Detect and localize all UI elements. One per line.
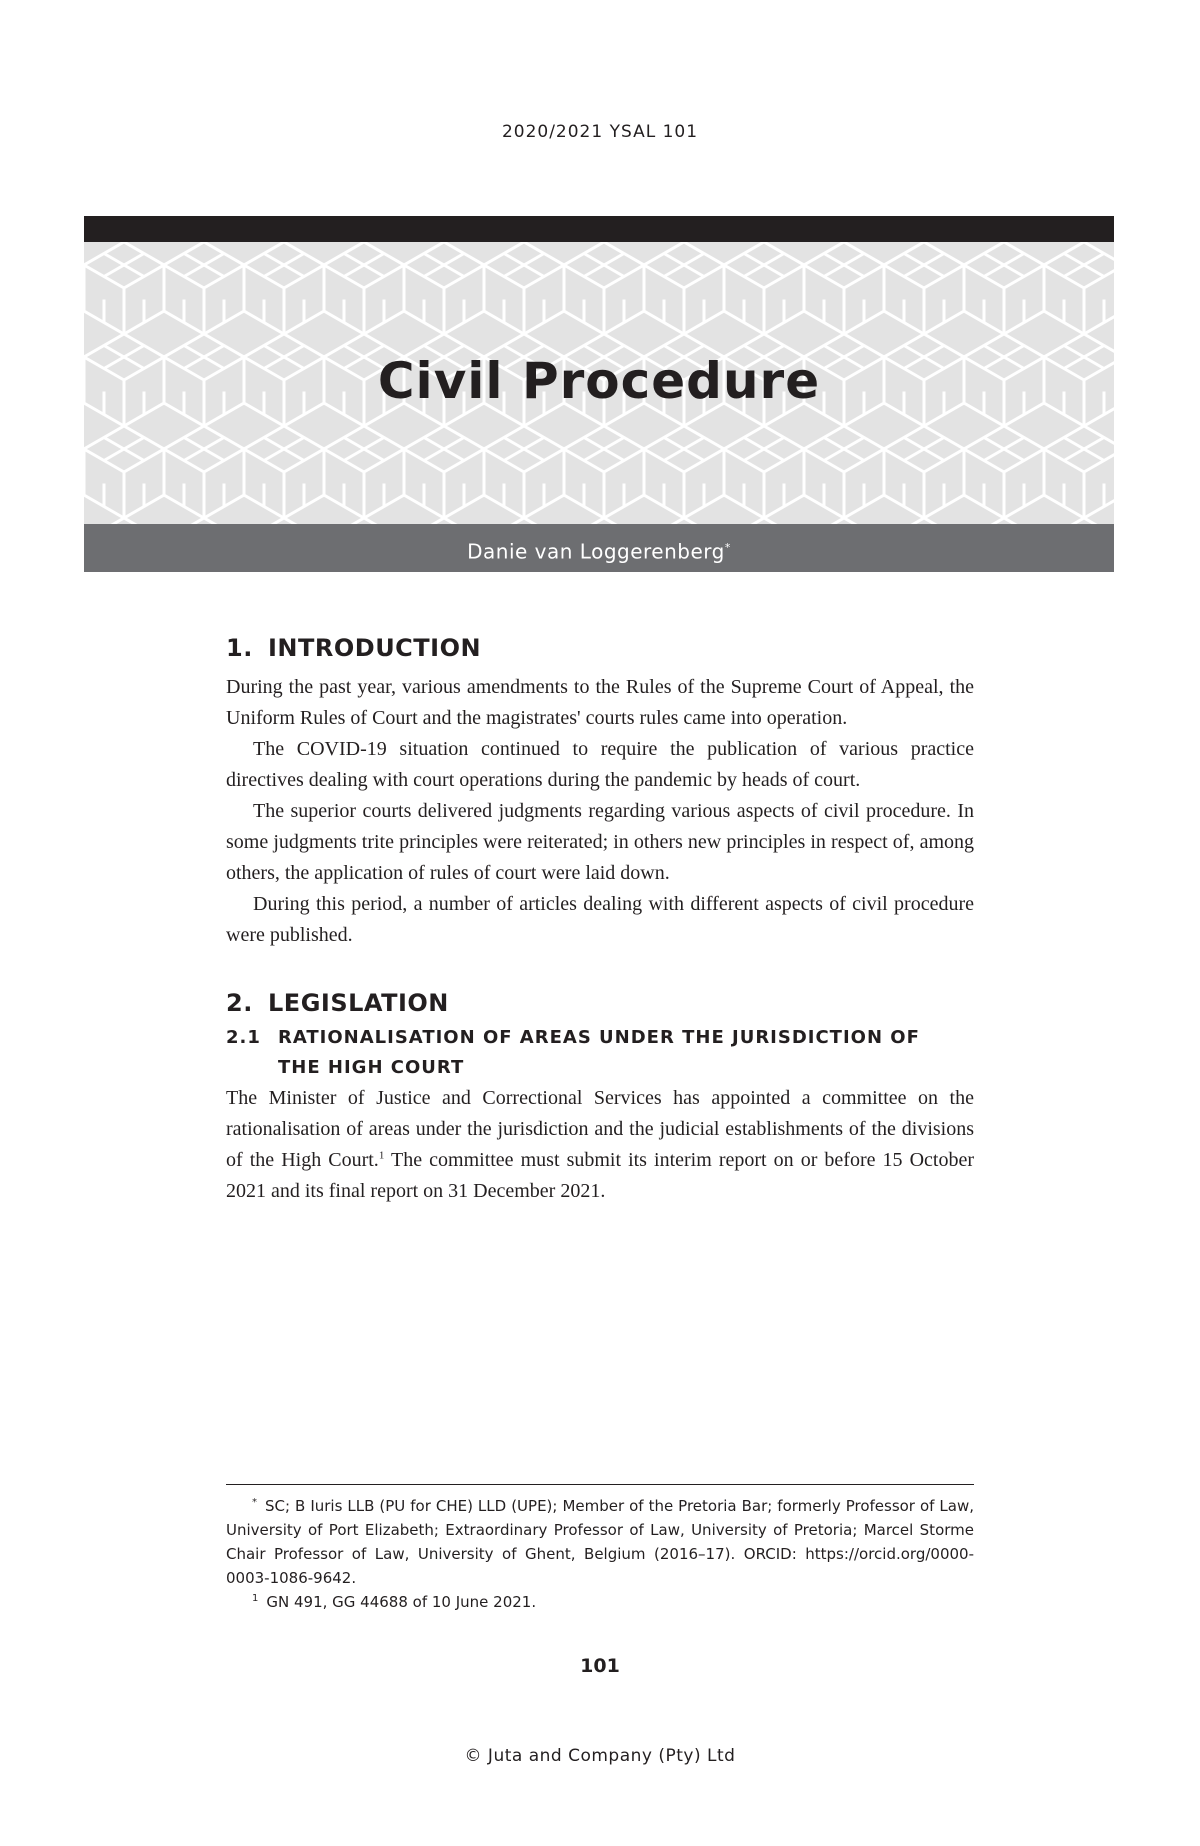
section-number: 2.	[226, 989, 253, 1017]
paragraph: The superior courts delivered judgments regarding various aspects of civil procedure. In some judgments trite principles were reiterated; in others new principles in respect of, among others, the application of rules of court were laid down.	[226, 800, 974, 884]
footnotes	[226, 1494, 974, 1614]
banner-top-rule	[84, 216, 1114, 242]
article-body	[226, 634, 974, 1207]
paragraph	[226, 1083, 974, 1207]
banner-geometric-pattern	[84, 242, 1114, 524]
footnote-reference[interactable]: 1	[378, 1149, 385, 1162]
paragraph-text: The committee must submit its interim report on or before 15 October 2021 and its final report on 31 December 2021.	[226, 1149, 974, 1202]
author-name: Danie van Loggerenberg	[467, 539, 725, 564]
paragraph: During this period, a number of articles dealing with different aspects of civil procedure were published.	[226, 893, 974, 946]
page-number: 101	[580, 1655, 620, 1677]
footnote-mark: 1	[252, 1593, 259, 1604]
copyright-notice: © Juta and Company (Pty) Ltd	[464, 1746, 736, 1766]
footnote-divider	[226, 1484, 974, 1485]
paragraph-text: The Minister of Justice and Correctional Services has appointed a committee on the rationalisation of areas under the jurisdiction and the judicial establishments of the divisions of the High Court.	[226, 1087, 974, 1171]
section-heading-legislation	[226, 989, 974, 1017]
section-number: 1.	[226, 634, 253, 662]
subsection-heading	[226, 1023, 974, 1083]
section-heading-introduction	[226, 634, 974, 662]
footnote-author	[226, 1494, 974, 1590]
running-head: 2020/2021 YSAL 101	[501, 122, 699, 142]
section-title: LEGISLATION	[268, 989, 449, 1017]
footnote-1	[226, 1590, 974, 1614]
chapter-banner	[84, 216, 1114, 572]
paragraph: During the past year, various amendments to the Rules of the Supreme Court of Appeal, the Uniform Rules of Court and the magistrates' courts rules came into operation.	[226, 676, 974, 729]
subsection-title-line-1: RATIONALISATION OF AREAS UNDER THE JURISDICTION OF	[278, 1027, 920, 1048]
section-title: INTRODUCTION	[268, 634, 482, 662]
author-bar	[84, 524, 1114, 572]
footnote-text: SC; B Iuris LLB (PU for CHE) LLD (UPE); Member of the Pretoria Bar; formerly Professor of Law, University of Port Elizabeth; Extraordinary Professor of Law, University of Pretoria; Marcel Storme Chair Professor of Law, University of Ghent, Belgium (2016–17). ORCID: https://orcid.org/0000-0003-1086-9642.	[226, 1497, 974, 1587]
footnote-text: GN 491, GG 44688 of 10 June 2021.	[266, 1593, 537, 1611]
paragraph: The COVID-19 situation continued to require the publication of various practice directives dealing with court operations during the pandemic by heads of court.	[226, 738, 974, 791]
subsection-number: 2.1	[226, 1027, 261, 1048]
author-footnote-mark: *	[724, 541, 731, 554]
footnote-mark: *	[252, 1497, 257, 1508]
chapter-title: Civil Procedure	[377, 352, 821, 410]
subsection-title-line-2: THE HIGH COURT	[278, 1057, 465, 1078]
